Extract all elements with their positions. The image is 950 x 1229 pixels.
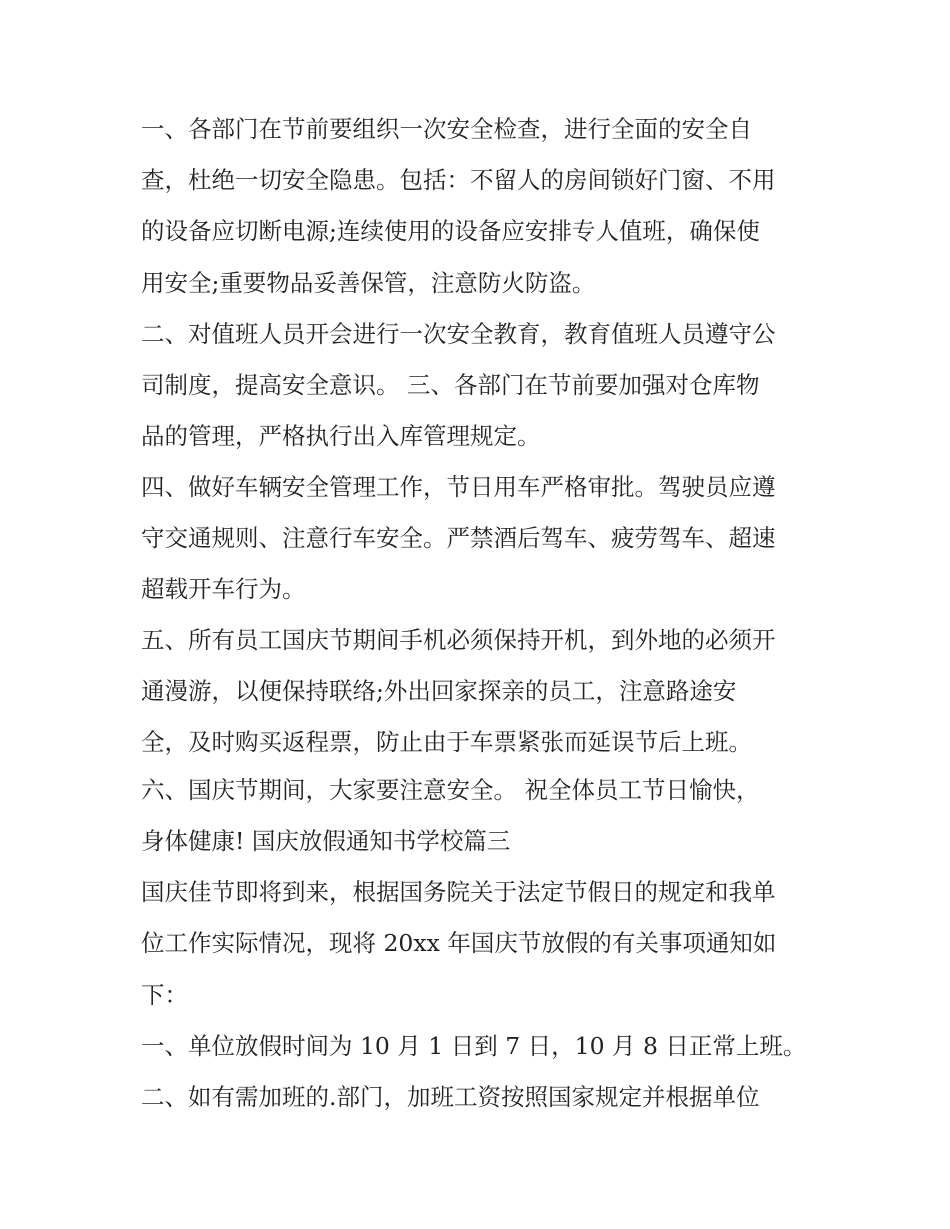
text-line: 二、对值班人员开会进行一次安全教育，教育值班人员遵守公 <box>141 320 776 348</box>
text-line: 司制度，提高安全意识。 三、各部门在节前要加强对仓库物 <box>141 371 760 399</box>
text-line: 通漫游，以便保持联络;外出回家探亲的员工，注意路途安 <box>141 677 737 705</box>
text-line: 全，及时购买返程票，防止由于车票紧张而延误节后上班。 <box>141 728 752 756</box>
text-line: 四、做好车辆安全管理工作，节日用车严格审批。驾驶员应遵 <box>141 473 776 501</box>
text-line: 的设备应切断电源;连续使用的设备应安排专人值班，确保使 <box>141 217 760 245</box>
text-line: 查，杜绝一切安全隐患。包括：不留人的房间锁好门窗、不用 <box>141 166 776 194</box>
text-line: 下： <box>141 981 188 1009</box>
text-line: 二、如有需加班的.部门，加班工资按照国家规定并根据单位 <box>141 1083 760 1111</box>
text-line: 品的管理，严格执行出入库管理规定。 <box>141 422 541 450</box>
text-line: 超载开车行为。 <box>141 575 306 603</box>
text-line: 身体健康! 国庆放假通知书学校篇三 <box>141 827 511 855</box>
text-line: 一、各部门在节前要组织一次安全检查，进行全面的安全自 <box>141 115 752 143</box>
text-line: 守交通规则、注意行车安全。严禁酒后驾车、疲劳驾车、超速 <box>141 524 776 552</box>
text-line: 一、单位放假时间为 10 月 1 日到 7 日，10 月 8 日正常上班。 <box>141 1032 807 1060</box>
text-line: 位工作实际情况，现将 20xx 年国庆节放假的有关事项通知如 <box>141 929 777 957</box>
text-line: 国庆佳节即将到来，根据国务院关于法定节假日的规定和我单 <box>141 878 776 906</box>
text-line: 五、所有员工国庆节期间手机必须保持开机，到外地的必须开 <box>141 626 776 654</box>
text-line: 用安全;重要物品妥善保管，注意防火防盗。 <box>141 269 596 297</box>
text-line: 六、国庆节期间，大家要注意安全。 祝全体员工节日愉快， <box>141 776 760 804</box>
